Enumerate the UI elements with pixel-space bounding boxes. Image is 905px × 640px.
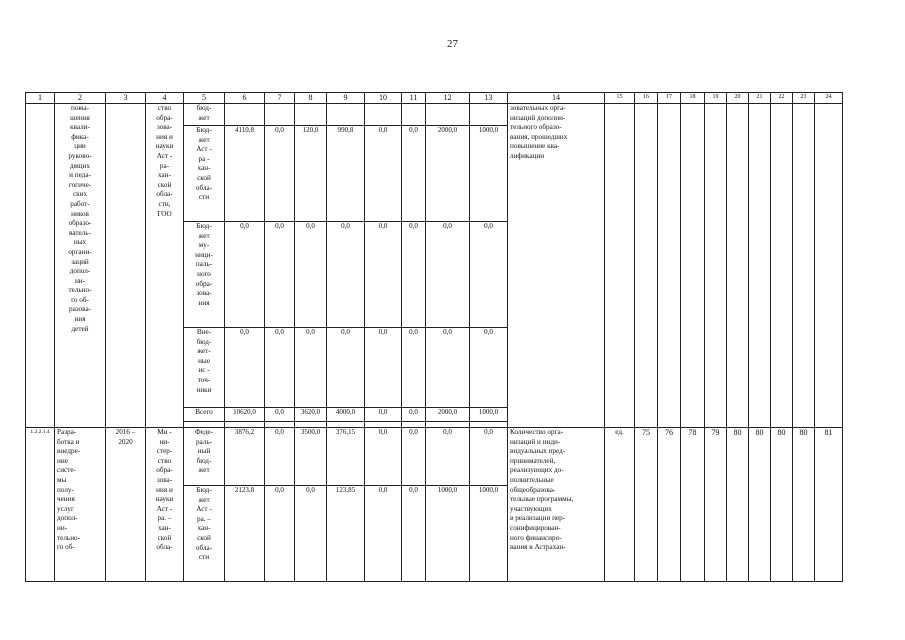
- cell-line: Бюд-: [196, 486, 212, 494]
- target-cell: [658, 104, 681, 428]
- indicator-name-cell: [508, 104, 605, 428]
- target-cell: [815, 104, 843, 428]
- amount-cell: 0,0: [470, 428, 508, 486]
- target-cell: 80: [727, 428, 749, 582]
- header-cell: 8: [295, 93, 327, 104]
- cell-line: тельного образо-: [510, 123, 562, 132]
- amount-cell: 0,0: [225, 222, 265, 328]
- cell-line: в реализации пер-: [510, 514, 566, 523]
- cell-line: жет: [198, 495, 210, 504]
- cell-line: вания, прошедших: [510, 132, 568, 141]
- amount-cell: 0,0: [426, 328, 470, 408]
- cell-line: гогиче-: [68, 180, 92, 189]
- measure-name-cell: [55, 104, 106, 428]
- amount-cell: 3500,0: [295, 428, 327, 486]
- amount-cell: 0,0: [365, 126, 402, 222]
- header-row: [26, 93, 843, 104]
- cell-line: жет: [198, 113, 210, 122]
- amount-cell: 1000,0: [470, 126, 508, 222]
- executor-cell: [146, 428, 184, 582]
- cell-line: услуг: [57, 504, 74, 513]
- cell-line: бюд-: [196, 456, 212, 465]
- funding-source-cell: [184, 408, 225, 422]
- header-cell: 14: [508, 93, 605, 104]
- cell-line: шения: [70, 113, 90, 122]
- cell-line: ные: [198, 356, 210, 365]
- cell-line: хан-: [158, 171, 171, 180]
- cell-line: жет-: [197, 347, 211, 356]
- amount-cell: 0,0: [265, 428, 295, 486]
- cell-line: 2016 –: [115, 428, 136, 436]
- amount-cell: 2000,0: [426, 408, 470, 422]
- cell-line: ГОО: [157, 209, 172, 218]
- cell-line: ра-: [159, 161, 170, 170]
- cell-line: ных: [73, 238, 87, 247]
- cell-line: работ-: [70, 199, 90, 208]
- amount-cell: 0,0: [327, 222, 365, 328]
- table-row: [26, 104, 843, 126]
- cell-line: разова-: [68, 305, 92, 314]
- cell-line: тельные программы,: [510, 495, 574, 504]
- cell-line: чения: [57, 495, 75, 504]
- amount-cell: 0,0: [365, 328, 402, 408]
- funding-source-cell: [184, 428, 225, 486]
- measure-code-cell: 1.2.2.1.4: [26, 428, 55, 582]
- amount-cell: 0,0: [365, 408, 402, 422]
- amount-cell: 0,0: [225, 328, 265, 408]
- cell-line: детей: [71, 324, 89, 333]
- cell-line: науки: [155, 142, 174, 151]
- target-cell: [705, 104, 727, 428]
- header-cell: 6: [225, 93, 265, 104]
- cell-line: зова-: [196, 289, 212, 298]
- cell-line: ни-: [159, 437, 170, 446]
- amount-cell: [265, 104, 295, 126]
- cell-line: зова-: [156, 475, 173, 484]
- amount-cell: 4110,8: [225, 126, 265, 222]
- amount-cell: 0,0: [426, 428, 470, 486]
- cell-line: вания в Астрахан-: [510, 543, 566, 552]
- cell-line: Аст -: [156, 151, 173, 160]
- header-cell: 13: [470, 93, 508, 104]
- cell-line: ра -: [198, 154, 210, 163]
- funding-source-cell: [184, 222, 225, 328]
- amount-cell: [327, 104, 365, 126]
- funding-source-cell: [184, 104, 225, 126]
- header-cell: 22: [771, 93, 793, 104]
- cell-line: тельно-: [57, 533, 81, 542]
- period-cell: [106, 428, 146, 582]
- page-number: 27: [447, 38, 458, 50]
- table-row: [26, 428, 843, 486]
- cell-line: допол-: [57, 514, 78, 523]
- cell-line: 2020: [118, 437, 133, 446]
- period-cell: [106, 104, 146, 428]
- cell-line: Разра-: [57, 428, 77, 436]
- amount-cell: 0,0: [265, 126, 295, 222]
- cell-line: зовательных орга-: [510, 104, 566, 112]
- amount-cell: 0,0: [402, 408, 426, 422]
- amount-cell: 0,0: [365, 486, 402, 582]
- target-cell: 75: [635, 428, 658, 582]
- cell-line: обра-: [156, 466, 173, 475]
- target-cell: [793, 104, 815, 428]
- amount-cell: 990,8: [327, 126, 365, 222]
- cell-line: ние: [57, 456, 68, 465]
- cell-line: ра. –: [197, 514, 211, 523]
- cell-line: ни-: [57, 523, 68, 532]
- program-table: [25, 92, 843, 582]
- cell-line: Вне-: [196, 328, 212, 336]
- cell-line: бюд-: [196, 337, 212, 346]
- amount-cell: 0,0: [470, 222, 508, 328]
- cell-line: общеобразова-: [510, 485, 556, 494]
- amount-cell: 0,0: [365, 222, 402, 328]
- cell-line: му-: [198, 241, 210, 250]
- cell-line: обра-: [156, 113, 173, 122]
- cell-line: го об-: [57, 543, 75, 552]
- cell-line: ния и: [156, 132, 173, 141]
- cell-line: хан-: [197, 164, 211, 173]
- cell-line: обра-: [195, 279, 213, 288]
- header-cell: 3: [106, 93, 146, 104]
- cell-line: ния: [74, 315, 86, 324]
- cell-line: ников: [71, 209, 89, 218]
- amount-cell: 0,0: [265, 328, 295, 408]
- cell-line: обла-: [195, 543, 213, 552]
- target-cell: 76: [658, 428, 681, 582]
- header-cell: 19: [705, 93, 727, 104]
- cell-line: заций: [71, 257, 89, 266]
- cell-line: принимателей,: [510, 456, 556, 465]
- cell-line: хан-: [158, 523, 171, 532]
- cell-line: Аст -: [196, 505, 212, 514]
- measure-name-cell: [55, 428, 106, 582]
- amount-cell: 0,0: [365, 428, 402, 486]
- amount-cell: 1000,0: [470, 486, 508, 582]
- cell-line: фика-: [71, 132, 89, 141]
- cell-line: Аст -: [196, 145, 212, 154]
- cell-line: допол-: [69, 267, 91, 276]
- cell-line: ния и: [156, 485, 173, 494]
- cell-line: сонифицирован-: [510, 523, 561, 532]
- cell-line: раль-: [195, 437, 213, 446]
- amount-cell: 1000,0: [470, 408, 508, 422]
- cell-line: сти: [198, 553, 210, 562]
- amount-cell: 0,0: [402, 486, 426, 582]
- amount-cell: 0,0: [265, 486, 295, 582]
- cell-line: ботка и: [57, 437, 80, 446]
- header-cell: 1: [26, 93, 55, 104]
- header-cell: 23: [793, 93, 815, 104]
- cell-line: Феде-: [194, 428, 213, 436]
- cell-line: мы: [57, 475, 67, 484]
- amount-cell: 0,0: [295, 222, 327, 328]
- amount-cell: 0,0: [295, 486, 327, 582]
- header-cell: 5: [184, 93, 225, 104]
- cell-line: полу-: [57, 485, 74, 494]
- cell-line: повышение ква-: [510, 142, 560, 151]
- cell-line: Ми -: [157, 428, 172, 436]
- cell-line: ници-: [195, 250, 213, 259]
- header-cell: 7: [265, 93, 295, 104]
- header-cell: 10: [365, 93, 402, 104]
- cell-line: жет: [198, 135, 210, 144]
- cell-line: обла-: [156, 190, 173, 199]
- cell-line: ный: [197, 447, 211, 456]
- amount-cell: [365, 104, 402, 126]
- cell-line: зова-: [156, 123, 173, 132]
- cell-line: ство: [157, 456, 172, 465]
- amount-cell: 0,0: [426, 222, 470, 328]
- amount-cell: 0,0: [265, 222, 295, 328]
- cell-line: паль-: [195, 260, 213, 269]
- cell-line: полнительные: [510, 475, 554, 484]
- header-cell: 12: [426, 93, 470, 104]
- header-cell: 4: [146, 93, 184, 104]
- cell-line: стер-: [156, 447, 173, 456]
- cell-line: жет: [198, 231, 210, 240]
- cell-line: жет: [198, 466, 210, 475]
- funding-source-cell: [184, 486, 225, 582]
- amount-cell: [426, 104, 470, 126]
- amount-cell: 3620,0: [295, 408, 327, 422]
- header-cell: 9: [327, 93, 365, 104]
- target-cell: [635, 104, 658, 428]
- cell-line: реализующих до-: [510, 466, 564, 475]
- cell-line: ской: [157, 180, 172, 189]
- funding-source-cell: [184, 328, 225, 408]
- executor-cell: [146, 104, 184, 428]
- amount-cell: 2123,8: [225, 486, 265, 582]
- cell-line: Всего: [195, 408, 213, 416]
- amount-cell: [225, 104, 265, 126]
- cell-line: и педа-: [69, 171, 91, 180]
- header-cell: 16: [635, 93, 658, 104]
- cell-line: обла-: [156, 543, 173, 552]
- amount-cell: 120,0: [295, 126, 327, 222]
- target-cell: [727, 104, 749, 428]
- cell-line: лификации: [510, 151, 545, 160]
- amount-cell: 0,0: [402, 222, 426, 328]
- header-cell: 18: [681, 93, 705, 104]
- amount-cell: 0,0: [402, 328, 426, 408]
- cell-line: видуальных пред-: [510, 447, 566, 456]
- cell-line: руково-: [68, 151, 92, 160]
- amount-cell: 2000,0: [426, 126, 470, 222]
- header-cell: 17: [658, 93, 681, 104]
- amount-cell: 0,0: [265, 408, 295, 422]
- amount-cell: 0,0: [295, 328, 327, 408]
- target-cell: [749, 104, 771, 428]
- cell-line: ской: [157, 533, 172, 542]
- header-cell: 20: [727, 93, 749, 104]
- cell-line: ской: [197, 173, 211, 182]
- cell-line: ного: [197, 269, 211, 278]
- target-cell: 78: [681, 428, 705, 582]
- amount-cell: [295, 104, 327, 126]
- header-cell: 24: [815, 93, 843, 104]
- cell-line: сти: [198, 193, 210, 202]
- amount-cell: 3876,2: [225, 428, 265, 486]
- cell-line: точ-: [197, 375, 211, 384]
- cell-line: ния: [198, 298, 210, 307]
- amount-cell: 10620,0: [225, 408, 265, 422]
- target-cell: 79: [705, 428, 727, 582]
- cell-line: науки: [155, 495, 174, 504]
- cell-line: органи-: [68, 247, 92, 256]
- header-cell: 11: [402, 93, 426, 104]
- target-cell: 80: [793, 428, 815, 582]
- cell-line: ни-: [74, 276, 86, 285]
- amount-cell: 0,0: [402, 126, 426, 222]
- cell-line: низаций и инди-: [510, 437, 561, 446]
- amount-cell: 1000,0: [426, 486, 470, 582]
- amount-cell: 123,85: [327, 486, 365, 582]
- cell-line: Аст -: [156, 504, 173, 513]
- cell-line: ники: [196, 385, 212, 394]
- cell-line: бюд-: [196, 104, 212, 112]
- target-cell: 80: [771, 428, 793, 582]
- target-cell: 81: [815, 428, 843, 582]
- amount-cell: 4000,0: [327, 408, 365, 422]
- amount-cell: 376,15: [327, 428, 365, 486]
- indicator-unit-cell: ед.: [605, 428, 635, 582]
- amount-cell: 0,0: [402, 428, 426, 486]
- cell-line: ватель-: [69, 228, 91, 237]
- cell-line: участвующих: [510, 504, 552, 513]
- cell-line: Количество орга-: [510, 428, 564, 436]
- cell-line: Бюд-: [196, 126, 212, 134]
- cell-line: обла-: [195, 183, 213, 192]
- cell-line: систе-: [57, 466, 76, 475]
- cell-line: квали-: [70, 123, 90, 132]
- target-cell: [771, 104, 793, 428]
- cell-line: ство: [157, 104, 172, 112]
- cell-line: ской: [197, 533, 211, 542]
- target-cell: 80: [749, 428, 771, 582]
- cell-line: повы-: [70, 104, 90, 112]
- amount-cell: 0,0: [470, 328, 508, 408]
- indicator-name-cell: [508, 428, 605, 582]
- indicator-unit-cell: [605, 104, 635, 428]
- cell-line: тельно-: [68, 286, 92, 295]
- cell-line: внедре-: [57, 447, 81, 456]
- amount-cell: 0,0: [327, 328, 365, 408]
- target-cell: [681, 104, 705, 428]
- cell-line: дящих: [70, 161, 90, 170]
- cell-line: хан-: [197, 524, 211, 533]
- cell-line: ра. –: [157, 514, 172, 523]
- cell-line: ис -: [198, 366, 210, 375]
- header-cell: 15: [605, 93, 635, 104]
- measure-code-cell: [26, 104, 55, 428]
- header-cell: 21: [749, 93, 771, 104]
- header-cell: 2: [55, 93, 106, 104]
- cell-line: ции: [74, 142, 86, 151]
- cell-line: низаций дополни-: [510, 113, 566, 122]
- funding-source-cell: [184, 126, 225, 222]
- cell-line: го об-: [71, 295, 89, 304]
- amount-cell: [470, 104, 508, 126]
- cell-line: Бюд-: [196, 222, 212, 230]
- amount-cell: [402, 104, 426, 126]
- cell-line: ских: [72, 190, 88, 199]
- cell-line: ного финансиро-: [510, 533, 562, 542]
- cell-line: сти,: [158, 199, 171, 208]
- cell-line: образо-: [68, 219, 92, 228]
